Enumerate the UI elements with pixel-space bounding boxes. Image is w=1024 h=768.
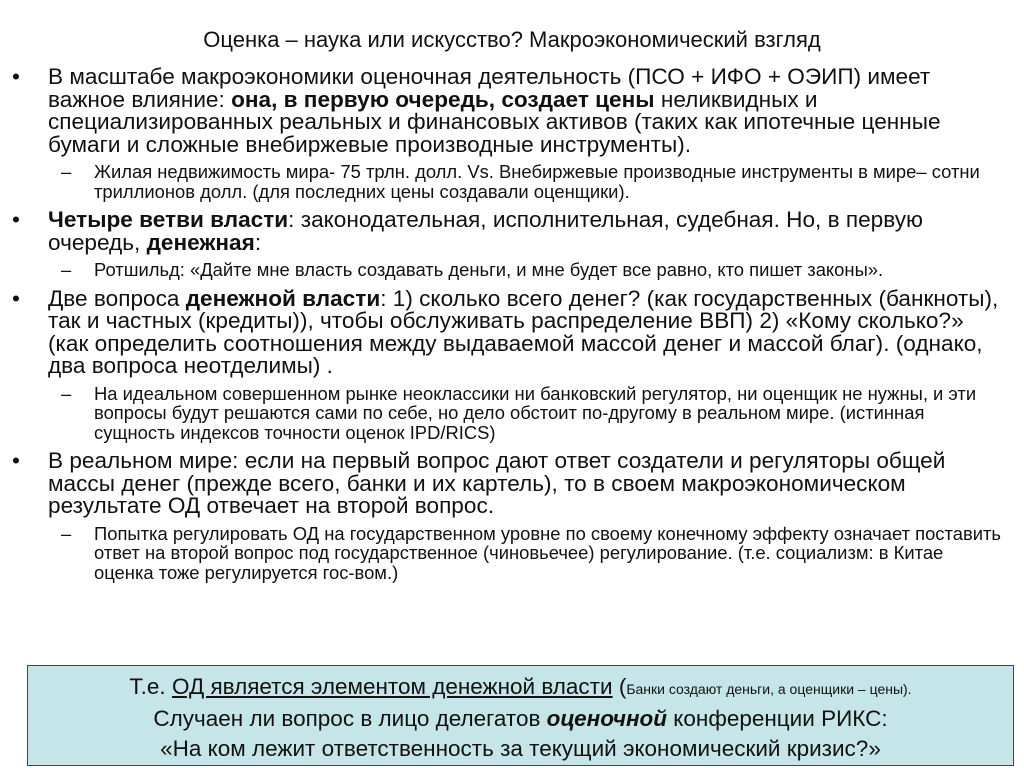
dash-icon: – [61, 161, 72, 182]
bullet-emphasis: Четыре ветви власти [48, 207, 289, 232]
callout-text: Случаен ли вопрос в лицо делегатов [153, 706, 547, 731]
bullet-emphasis: она, в первую очередь, создает цены [231, 86, 655, 112]
bullet-item [0, 66, 1024, 156]
sub-bullet-text: Ротшильд: «Дайте мне власть создавать деньги, и мне будет все равно, кто пишет законы». [94, 259, 884, 280]
dash-icon: – [61, 259, 72, 280]
bullet-text: неликвидных и специализированных реальных и финансовых активов (таких как ипотечные ценные бумаги и сложные внебиржевые производные инструменты). [48, 86, 941, 157]
bullet-icon: • [12, 285, 20, 311]
bullet-text: В масштабе макроэкономики оценочная деятельность (ПСО + ИФО + ОЭИП) имеет важное влияние: [48, 64, 931, 112]
callout-prefix: Т.е. [129, 674, 172, 699]
bullet-item [0, 285, 1024, 378]
bullet-emphasis: денежной власти [185, 285, 381, 311]
bullet-icon: • [12, 64, 20, 89]
sub-bullet-item [0, 384, 1024, 443]
sub-bullet-text: Жилая недвижимость мира- 75 трлн. долл. Vs. Внебиржевые производные инструменты в мире– сотни триллионов долл. (для последних цены создавали оценщики). [94, 161, 980, 202]
sub-bullet-text: На идеальном совершенном рынке неоклассики ни банковский регулятор, ни оценщик не нужны, и эти вопросы будут решаются сами по себе, но дело обстоит по-другому в реальном мире. (истинная сущность индексов точности оценок IPD/RICS) [94, 382, 977, 443]
callout-text: конференции РИКС: [667, 706, 888, 731]
bullet-text: : 1) сколько всего денег? (как государственных (банкноты), так и частных (кредиты)), чтобы обслуживать распределение ВВП) 2) «Кому сколько?» (как определить соотношения между выдаваемой массой денег и массой благ). (однако, два вопроса неотделимы) . [48, 285, 999, 378]
sub-bullet-item [0, 162, 1024, 201]
callout-underlined-text: ОД является элементом денежной власти [171, 674, 613, 699]
bullet-icon: • [12, 448, 20, 473]
bullet-icon: • [12, 207, 20, 232]
slide-title: Оценка – наука или искусство? Макроэкономический взгляд [203, 27, 821, 52]
callout-line-3: «На ком лежит ответственность за текущий экономический кризис?» [160, 736, 881, 761]
callout-small-note: Банки создают деньги, а оценщики – цены). [626, 681, 912, 697]
sub-bullet-item [0, 260, 1024, 280]
bullet-item [0, 450, 1024, 518]
callout-line-1 [28, 672, 1013, 704]
bullet-text: : [254, 229, 262, 255]
bullet-text: : законодательная, исполнительная, судебная. Но, в первую очередь, [48, 207, 923, 255]
bullet-emphasis: денежная [146, 229, 255, 255]
slide-body [0, 66, 1024, 582]
dash-icon: – [61, 382, 72, 404]
bullet-text: В реальном мире: если на первый вопрос дают ответ создатели и регуляторы общей массы денег (прежде всего, банки и их картель), то в своем макроэкономическом результате ОД отвечает на второй вопрос. [48, 448, 946, 518]
sub-bullet-text: Попытка регулировать ОД на государственном уровне по своему конечному эффекту означает поставить ответ на второй вопрос под государственное (чиновьечее) регулирование. (т.е. социализм: в Китае оценка тоже регулируется гос-вом.) [94, 522, 1001, 583]
conclusion-callout [27, 665, 1014, 766]
callout-emphasis: оценочной [546, 706, 668, 731]
callout-line-2 [28, 704, 1013, 734]
sub-bullet-item [0, 524, 1024, 583]
callout-paren: ( [612, 674, 627, 699]
bullet-item [0, 209, 1024, 254]
dash-icon: – [61, 522, 72, 544]
bullet-text: Две вопроса [48, 285, 186, 311]
